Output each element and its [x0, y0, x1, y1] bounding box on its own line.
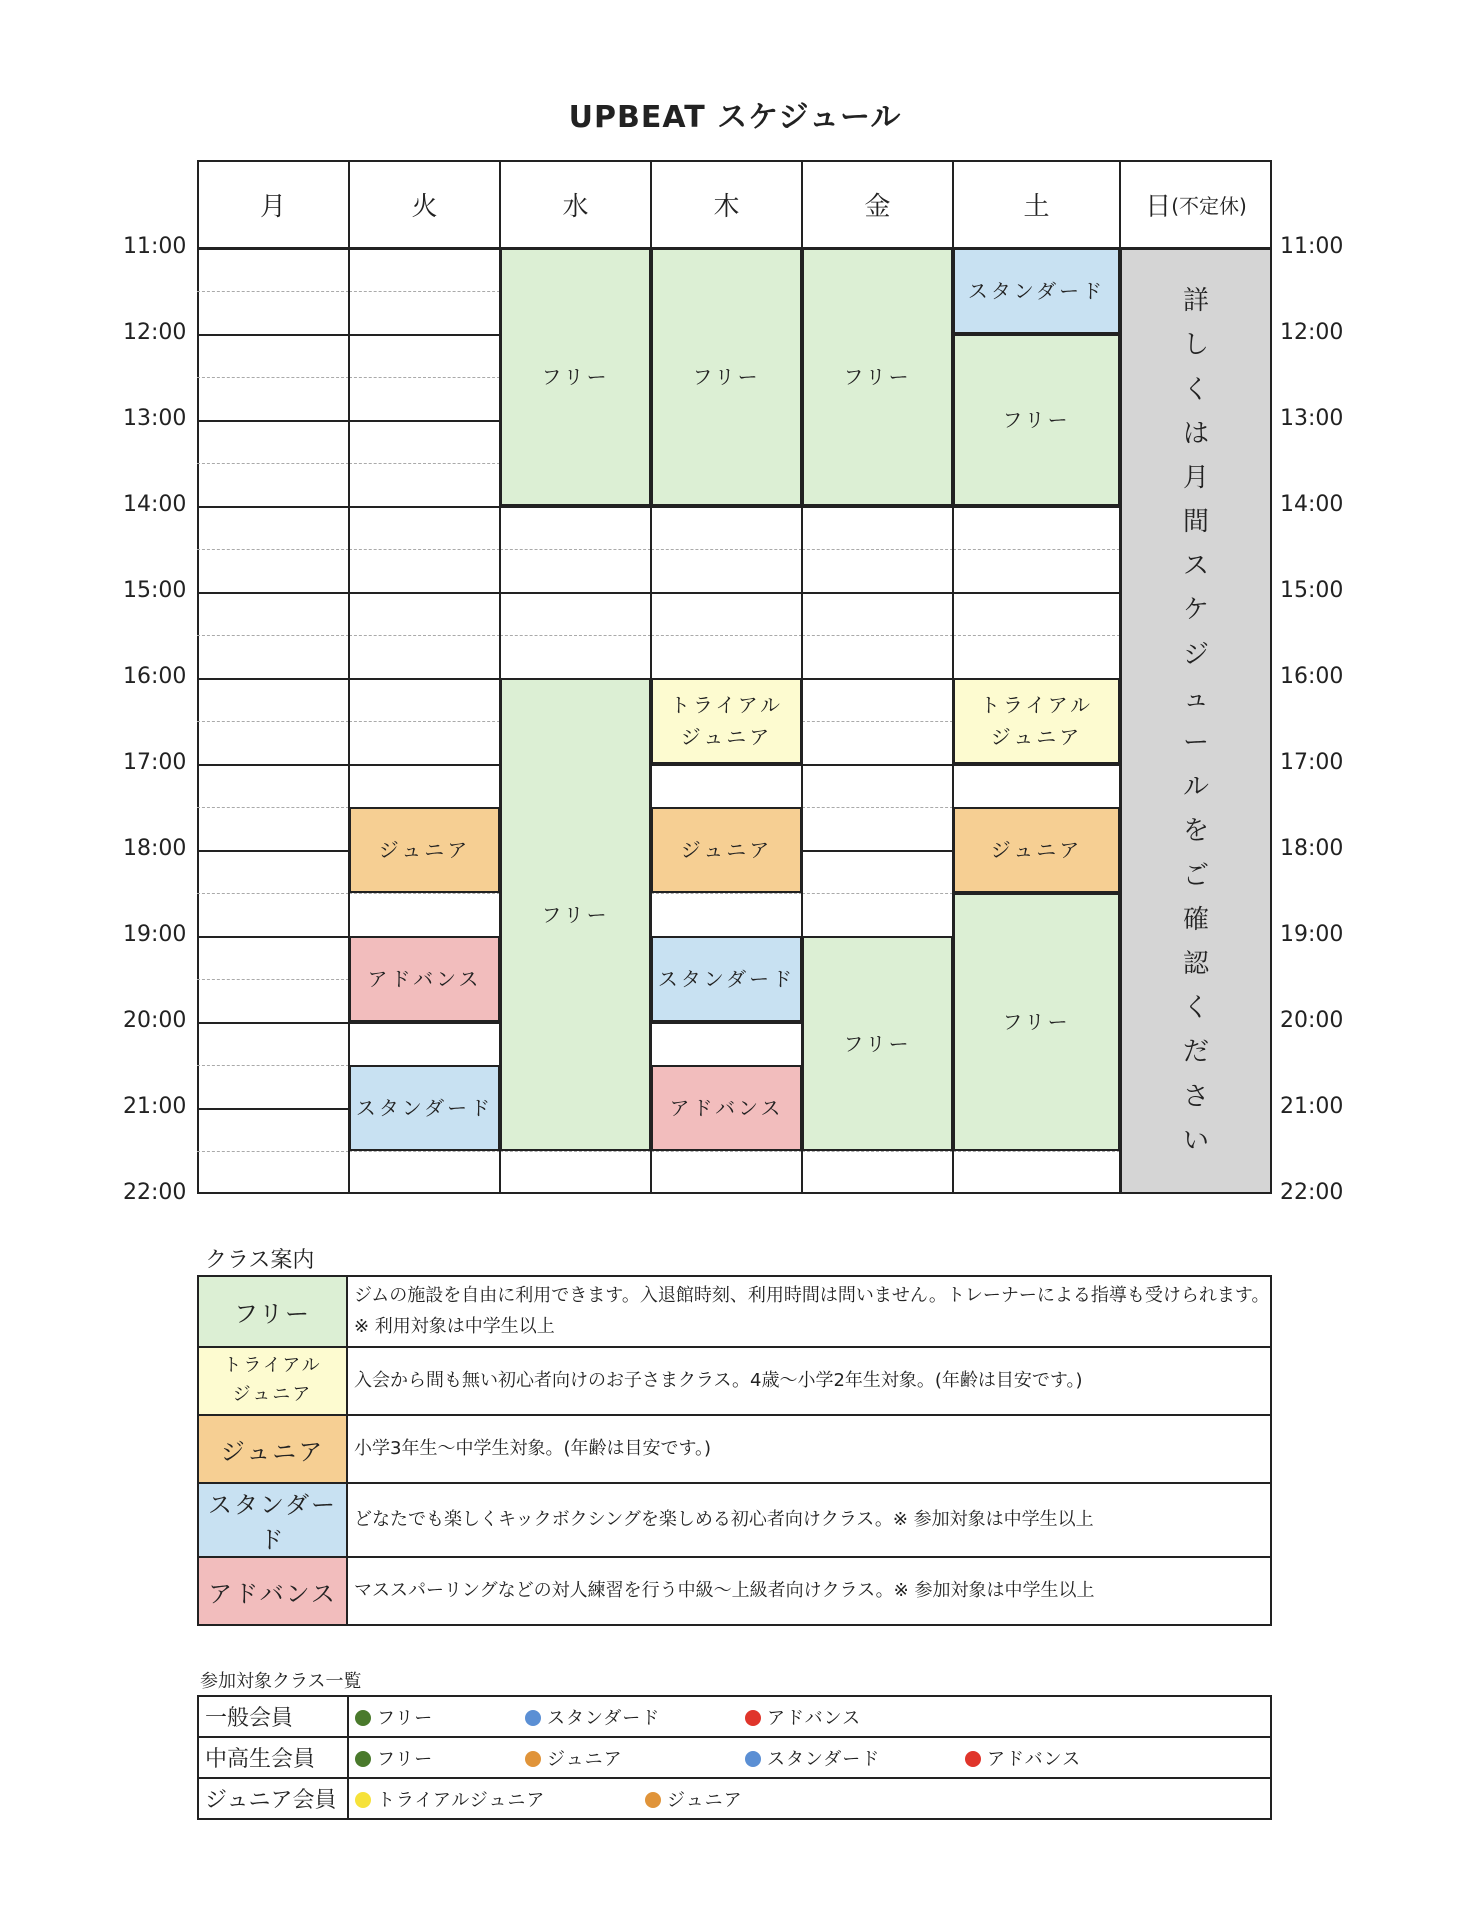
class-dot-icon: [745, 1710, 761, 1726]
sunday-notice-char: ジ: [1182, 639, 1209, 670]
time-label-right: 13:00: [1280, 406, 1344, 431]
class-block-trial[interactable]: トライアル ジュニア: [953, 678, 1120, 764]
membership-class-text: フリー: [377, 1748, 434, 1770]
class-name-junior: ジュニア: [198, 1415, 347, 1483]
hour-line: [349, 506, 500, 508]
class-dot-icon: [525, 1710, 541, 1726]
membership-table: [197, 1695, 1272, 1820]
membership-label: 中高生会員: [198, 1737, 348, 1778]
half-hour-line: [197, 635, 349, 636]
class-name-standard: スタンダード: [198, 1483, 347, 1557]
class-block-advance[interactable]: アドバンス: [651, 1065, 802, 1151]
time-label-right: 16:00: [1280, 664, 1344, 689]
class-name-free: フリー: [198, 1276, 347, 1347]
day-header-sunday: [1120, 160, 1272, 248]
time-label-left: 22:00: [123, 1180, 187, 1205]
sunday-notice-char: を: [1182, 816, 1209, 847]
half-hour-line: [349, 291, 500, 292]
hour-line: [197, 592, 349, 594]
class-guide-heading: クラス案内: [205, 1248, 315, 1273]
half-hour-line: [802, 549, 953, 550]
membership-class-text: アドバンス: [987, 1748, 1082, 1770]
page-title: UPBEAT スケジュール: [568, 100, 902, 135]
day-header: 金: [864, 191, 891, 222]
half-hour-line: [651, 893, 802, 894]
time-label-right: 14:00: [1280, 492, 1344, 517]
sunday-notice-char: 認: [1182, 948, 1209, 979]
half-hour-line: [802, 635, 953, 636]
class-description: 小学3年生〜中学生対象。(年齢は目安です。): [347, 1415, 1271, 1483]
membership-class-item: [525, 1745, 745, 1771]
membership-class-item: [745, 1745, 965, 1771]
membership-row: [198, 1778, 1271, 1819]
half-hour-line: [197, 1151, 349, 1152]
day-header: 月: [259, 191, 286, 222]
day-header: 土: [1023, 191, 1050, 222]
time-label-right: 11:00: [1280, 234, 1344, 259]
hour-line: [651, 764, 802, 766]
half-hour-line: [349, 377, 500, 378]
class-dot-icon: [355, 1792, 371, 1808]
class-guide-row: [198, 1415, 1271, 1483]
sunday-notice-char: さ: [1182, 1081, 1209, 1112]
class-name-advance: アドバンス: [198, 1557, 347, 1625]
half-hour-line: [197, 721, 349, 722]
class-guide-row: [198, 1276, 1271, 1347]
hour-line: [651, 592, 802, 594]
time-label-right: 20:00: [1280, 1008, 1344, 1033]
hour-line: [349, 678, 500, 680]
class-block-free[interactable]: フリー: [953, 334, 1120, 506]
time-label-right: 22:00: [1280, 1180, 1344, 1205]
membership-class-item: [745, 1704, 965, 1730]
time-label-left: 11:00: [123, 234, 187, 259]
sunday-notice-char: ス: [1182, 551, 1209, 582]
hour-line: [953, 764, 1120, 766]
membership-class-text: ジュニア: [667, 1789, 743, 1811]
hour-line: [197, 420, 349, 422]
time-label-left: 16:00: [123, 664, 187, 689]
half-hour-line: [802, 893, 953, 894]
hour-line: [802, 678, 953, 680]
class-block-standard[interactable]: スタンダード: [651, 936, 802, 1022]
half-hour-line: [802, 721, 953, 722]
day-header: 火: [411, 191, 438, 222]
class-block-standard[interactable]: スタンダード: [953, 248, 1120, 334]
time-label-left: 14:00: [123, 492, 187, 517]
sunday-notice-char: く: [1182, 374, 1209, 405]
class-description: ジムの施設を自由に利用できます。入退館時刻、利用時間は問いません。トレーナーによる指導も受けられます。 ※ 利用対象は中学生以上: [347, 1276, 1271, 1347]
half-hour-line: [953, 549, 1120, 550]
membership-class-text: スタンダード: [767, 1748, 881, 1770]
half-hour-line: [197, 1065, 349, 1066]
hour-line: [349, 764, 500, 766]
class-block-free[interactable]: フリー: [651, 248, 802, 506]
half-hour-line: [651, 549, 802, 550]
half-hour-line: [953, 635, 1120, 636]
class-guide-row: [198, 1557, 1271, 1625]
half-hour-line: [349, 635, 500, 636]
membership-class-text: スタンダード: [547, 1707, 661, 1729]
time-label-right: 19:00: [1280, 922, 1344, 947]
time-label-left: 13:00: [123, 406, 187, 431]
class-dot-icon: [965, 1751, 981, 1767]
class-block-advance[interactable]: アドバンス: [349, 936, 500, 1022]
half-hour-line: [802, 807, 953, 808]
half-hour-line: [349, 721, 500, 722]
hour-line: [197, 1108, 349, 1110]
class-block-free[interactable]: フリー: [500, 248, 651, 506]
hour-line: [953, 506, 1120, 508]
sunday-notice-char: ご: [1182, 860, 1209, 891]
sunday-note: (不定休): [1171, 193, 1247, 218]
half-hour-line: [349, 893, 500, 894]
half-hour-line: [651, 1151, 802, 1152]
half-hour-line: [197, 807, 349, 808]
half-hour-line: [500, 1151, 651, 1152]
class-block-free[interactable]: フリー: [802, 248, 953, 506]
class-block-junior[interactable]: ジュニア: [651, 807, 802, 893]
class-block-junior[interactable]: ジュニア: [349, 807, 500, 893]
half-hour-line: [197, 463, 349, 464]
hour-line: [802, 850, 953, 852]
hour-line: [197, 506, 349, 508]
day-header: 木: [713, 191, 740, 222]
class-dot-icon: [745, 1751, 761, 1767]
half-hour-line: [500, 635, 651, 636]
membership-class-text: ジュニア: [547, 1748, 623, 1770]
sunday-notice-char: ケ: [1182, 595, 1209, 626]
hour-line: [802, 764, 953, 766]
schedule-grid: [197, 160, 1272, 1192]
sunday-notice: [1120, 248, 1272, 1194]
half-hour-line: [197, 291, 349, 292]
half-hour-line: [500, 549, 651, 550]
membership-label: ジュニア会員: [198, 1778, 348, 1819]
membership-class-item: [355, 1745, 525, 1771]
membership-heading: 参加対象クラス一覧: [200, 1671, 362, 1692]
hour-line: [651, 506, 802, 508]
class-name-trial: トライアル ジュニア: [198, 1347, 347, 1415]
class-block-free[interactable]: フリー: [953, 893, 1120, 1151]
time-label-left: 17:00: [123, 750, 187, 775]
hour-line: [197, 936, 349, 938]
hour-line: [197, 850, 349, 852]
class-block-junior[interactable]: ジュニア: [953, 807, 1120, 893]
membership-row: [198, 1737, 1271, 1778]
membership-class-item: [645, 1786, 935, 1812]
class-description: 入会から間も無い初心者向けのお子さまクラス。4歳〜小学2年生対象。(年齢は目安です。): [347, 1347, 1271, 1415]
half-hour-line: [349, 549, 500, 550]
class-description: マススパーリングなどの対人練習を行う中級〜上級者向けクラス。※ 参加対象は中学生以上: [347, 1557, 1271, 1625]
sunday-notice-char: ー: [1182, 728, 1209, 758]
hour-line: [651, 1022, 802, 1024]
half-hour-line: [651, 635, 802, 636]
half-hour-line: [197, 377, 349, 378]
hour-line: [349, 334, 500, 336]
membership-classes: [348, 1696, 1271, 1737]
membership-classes: [348, 1778, 1271, 1819]
sunday-notice-char: 間: [1182, 507, 1209, 538]
sunday-notice-char: く: [1182, 993, 1209, 1024]
membership-class-text: トライアルジュニア: [377, 1789, 546, 1811]
time-label-right: 17:00: [1280, 750, 1344, 775]
sunday-notice-char: は: [1182, 418, 1209, 449]
sunday-notice-char: 確: [1182, 904, 1209, 935]
half-hour-line: [953, 1151, 1120, 1152]
time-label-right: 15:00: [1280, 578, 1344, 603]
time-label-right: 18:00: [1280, 836, 1344, 861]
hour-line: [197, 678, 349, 680]
sunday-notice-char: だ: [1182, 1037, 1209, 1068]
half-hour-line: [197, 549, 349, 550]
class-dot-icon: [355, 1751, 371, 1767]
class-guide-row: [198, 1347, 1271, 1415]
membership-class-text: フリー: [377, 1707, 434, 1729]
sunday-notice-char: 月: [1182, 462, 1209, 493]
class-description: どなたでも楽しくキックボクシングを楽しめる初心者向けクラス。※ 参加対象は中学生以上: [347, 1483, 1271, 1557]
class-dot-icon: [355, 1710, 371, 1726]
sunday-notice-char: 詳: [1182, 286, 1209, 317]
hour-line: [953, 592, 1120, 594]
half-hour-line: [802, 1151, 953, 1152]
half-hour-line: [349, 1151, 500, 1152]
class-block-free[interactable]: フリー: [500, 678, 651, 1151]
hour-line: [349, 1022, 500, 1024]
time-label-left: 19:00: [123, 922, 187, 947]
sunday-notice-char: ュ: [1182, 683, 1209, 714]
hour-line: [500, 592, 651, 594]
sunday-label: 日: [1145, 191, 1172, 222]
membership-class-item: [355, 1704, 525, 1730]
time-label-left: 18:00: [123, 836, 187, 861]
class-dot-icon: [645, 1792, 661, 1808]
hour-line: [802, 506, 953, 508]
hour-line: [197, 764, 349, 766]
half-hour-line: [349, 463, 500, 464]
time-label-left: 15:00: [123, 578, 187, 603]
hour-line: [500, 506, 651, 508]
time-label-right: 12:00: [1280, 320, 1344, 345]
membership-label: 一般会員: [198, 1696, 348, 1737]
membership-class-text: アドバンス: [767, 1707, 862, 1729]
half-hour-line: [197, 979, 349, 980]
time-label-left: 12:00: [123, 320, 187, 345]
hour-line: [349, 420, 500, 422]
class-block-trial[interactable]: トライアル ジュニア: [651, 678, 802, 764]
membership-row: [198, 1696, 1271, 1737]
class-guide-table: [197, 1275, 1279, 1626]
membership-classes: [348, 1737, 1271, 1778]
hour-line: [349, 592, 500, 594]
day-header: 水: [562, 191, 589, 222]
membership-class-item: [965, 1745, 1185, 1771]
class-dot-icon: [525, 1751, 541, 1767]
half-hour-line: [197, 893, 349, 894]
time-label-right: 21:00: [1280, 1094, 1344, 1119]
sunday-notice-char: ル: [1182, 772, 1209, 803]
membership-class-item: [525, 1704, 745, 1730]
hour-line: [197, 334, 349, 336]
time-label-left: 21:00: [123, 1094, 187, 1119]
class-block-free[interactable]: フリー: [802, 936, 953, 1151]
sunday-notice-char: い: [1182, 1125, 1209, 1156]
class-guide-row: [198, 1483, 1271, 1557]
hour-line: [197, 1022, 349, 1024]
column-divider: [348, 160, 350, 1194]
hour-line: [802, 592, 953, 594]
membership-class-item: [355, 1786, 645, 1812]
time-label-left: 20:00: [123, 1008, 187, 1033]
sunday-notice-char: し: [1182, 330, 1209, 361]
class-block-standard[interactable]: スタンダード: [349, 1065, 500, 1151]
